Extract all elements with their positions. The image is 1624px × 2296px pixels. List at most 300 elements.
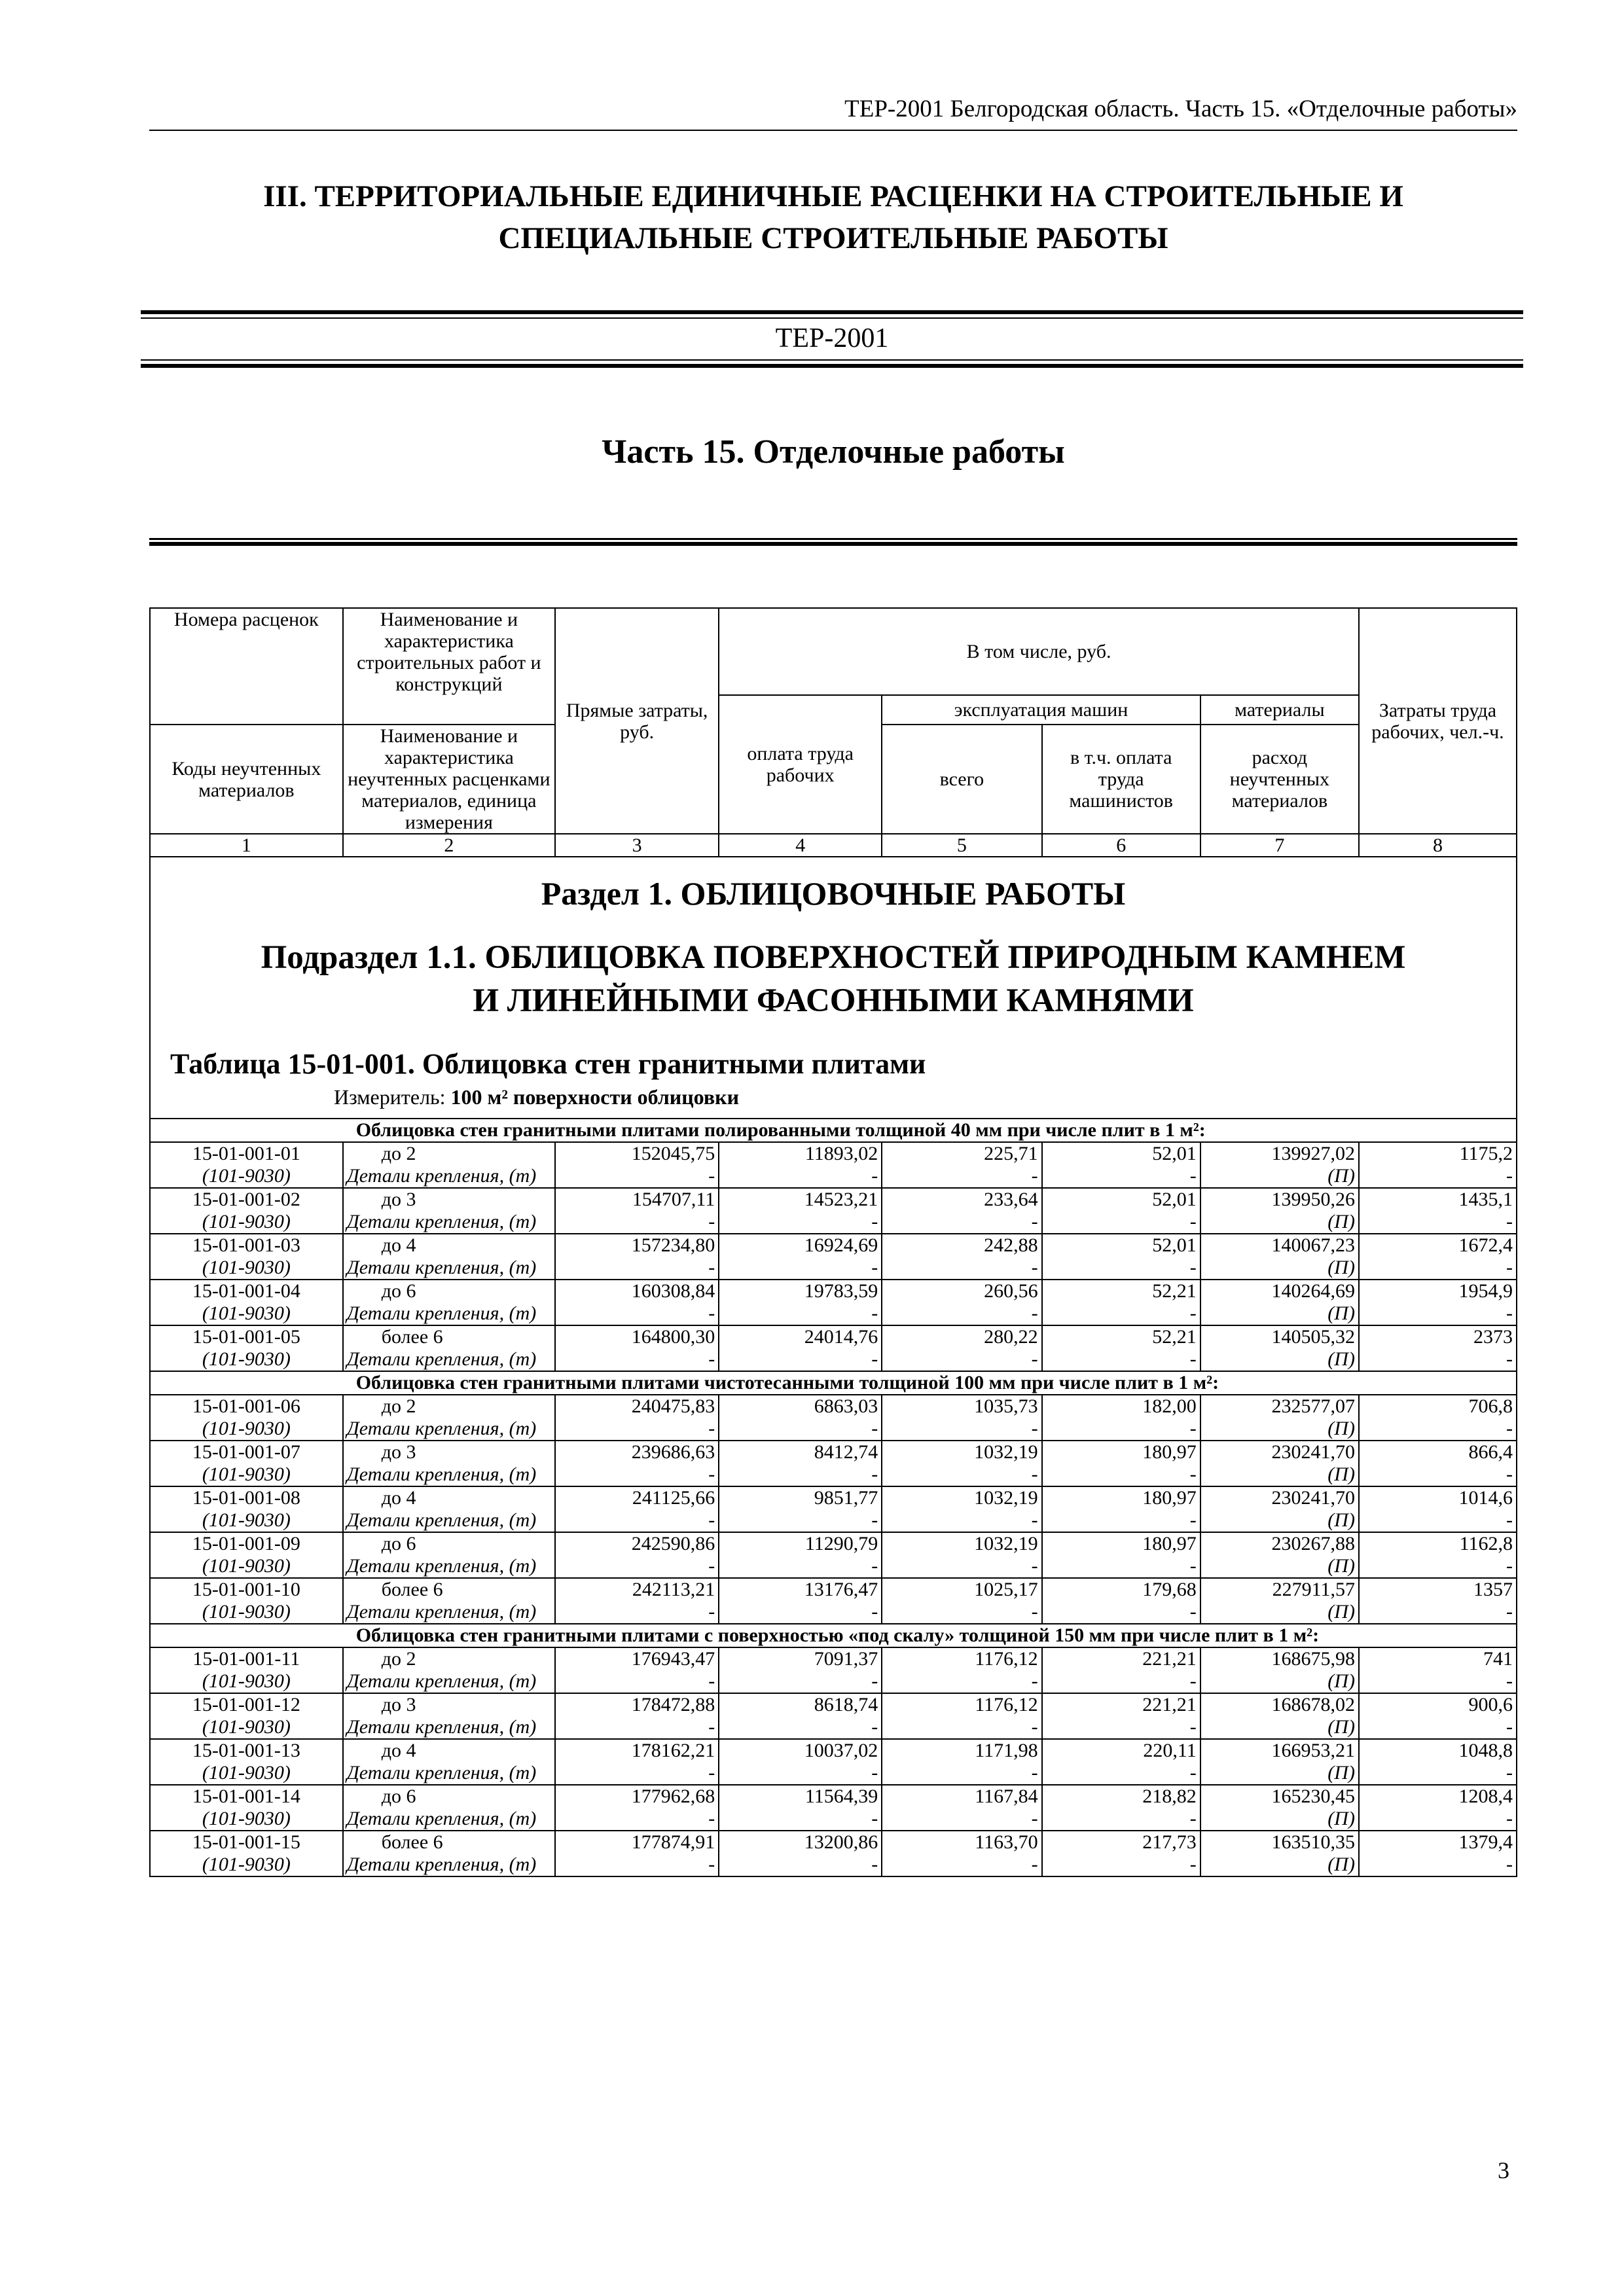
rate-value-c7: 140067,23 xyxy=(1200,1234,1359,1257)
material-name: Детали крепления, (т) xyxy=(343,1762,555,1785)
rate-value-c7: 168675,98 xyxy=(1200,1647,1359,1670)
rate-value-c5: 1032,19 xyxy=(882,1532,1041,1555)
rate-value-c3: 176943,47 xyxy=(555,1647,719,1670)
material-class: (П) xyxy=(1200,1165,1359,1188)
rate-value-c8: 741 xyxy=(1359,1647,1517,1670)
column-number: 2 xyxy=(343,834,555,857)
rate-value-c5: 1171,98 xyxy=(882,1739,1041,1762)
material-dash: - xyxy=(719,1509,882,1532)
material-dash: - xyxy=(555,1463,719,1486)
rate-value-c7: 139927,02 xyxy=(1200,1142,1359,1165)
material-dash: - xyxy=(1359,1348,1517,1371)
material-dash: - xyxy=(1359,1509,1517,1532)
rate-code: 15-01-001-10 xyxy=(150,1578,343,1601)
rate-value-c6: 182,00 xyxy=(1042,1395,1200,1418)
rate-value-c3: 164800,30 xyxy=(555,1325,719,1348)
material-code: (101-9030) xyxy=(150,1302,343,1325)
rate-value-c8: 1208,4 xyxy=(1359,1785,1517,1808)
rate-value-c5: 1176,12 xyxy=(882,1693,1041,1716)
material-dash: - xyxy=(882,1762,1041,1785)
rate-row xyxy=(150,1395,1517,1418)
rate-code: 15-01-001-03 xyxy=(150,1234,343,1257)
rate-name: более 6 xyxy=(343,1578,555,1601)
subsection-title xyxy=(151,936,1516,1022)
rate-row xyxy=(150,1739,1517,1762)
group-row xyxy=(150,1624,1517,1647)
material-code: (101-9030) xyxy=(150,1716,343,1739)
rate-row xyxy=(150,1578,1517,1601)
rate-row xyxy=(150,1831,1517,1854)
measurement-label: Измеритель: xyxy=(334,1085,446,1109)
rate-value-c6: 52,01 xyxy=(1042,1188,1200,1211)
material-dash: - xyxy=(719,1257,882,1280)
rate-name: более 6 xyxy=(343,1831,555,1854)
rate-value-c8: 1357 xyxy=(1359,1578,1517,1601)
material-dash: - xyxy=(1359,1808,1517,1831)
header-col2-spacer xyxy=(343,695,555,725)
rate-code: 15-01-001-05 xyxy=(150,1325,343,1348)
header-col5: всего xyxy=(882,725,1041,834)
header-col8: Затраты труда рабочих, чел.-ч. xyxy=(1359,608,1517,834)
material-code: (101-9030) xyxy=(150,1555,343,1578)
material-dash: - xyxy=(719,1348,882,1371)
rate-value-c4: 24014,76 xyxy=(719,1325,882,1348)
header-including: В том числе, руб. xyxy=(719,608,1359,695)
rate-code: 15-01-001-01 xyxy=(150,1142,343,1165)
material-row xyxy=(150,1762,1517,1785)
running-header: ТЕР-2001 Белгородская область. Часть 15. «Отделочные работы» xyxy=(844,96,1517,122)
rate-row xyxy=(150,1441,1517,1463)
material-name: Детали крепления, (т) xyxy=(343,1348,555,1371)
part-rule xyxy=(149,538,1517,545)
section-title: Раздел 1. ОБЛИЦОВОЧНЫЕ РАБОТЫ xyxy=(541,875,1126,912)
material-dash: - xyxy=(1042,1601,1200,1624)
rate-value-c5: 225,71 xyxy=(882,1142,1041,1165)
material-dash: - xyxy=(555,1418,719,1441)
rate-value-c4: 16924,69 xyxy=(719,1234,882,1257)
rate-code: 15-01-001-04 xyxy=(150,1280,343,1302)
header-materials: материалы xyxy=(1200,695,1359,725)
material-row xyxy=(150,1509,1517,1532)
material-code: (101-9030) xyxy=(150,1348,343,1371)
rate-name: до 3 xyxy=(343,1693,555,1716)
rate-code: 15-01-001-15 xyxy=(150,1831,343,1854)
rate-code: 15-01-001-02 xyxy=(150,1188,343,1211)
rate-code: 15-01-001-07 xyxy=(150,1441,343,1463)
material-name: Детали крепления, (т) xyxy=(343,1165,555,1188)
material-code: (101-9030) xyxy=(150,1418,343,1441)
rate-value-c6: 52,01 xyxy=(1042,1234,1200,1257)
material-dash: - xyxy=(1042,1509,1200,1532)
material-dash: - xyxy=(882,1854,1041,1876)
material-name: Детали крепления, (т) xyxy=(343,1555,555,1578)
rate-value-c7: 230267,88 xyxy=(1200,1532,1359,1555)
rate-value-c3: 178162,21 xyxy=(555,1739,719,1762)
material-row xyxy=(150,1257,1517,1280)
material-dash: - xyxy=(555,1302,719,1325)
rate-value-c3: 177962,68 xyxy=(555,1785,719,1808)
material-dash: - xyxy=(555,1257,719,1280)
material-code: (101-9030) xyxy=(150,1165,343,1188)
rate-value-c8: 2373 xyxy=(1359,1325,1517,1348)
material-dash: - xyxy=(1359,1211,1517,1234)
ter-label: ТЕР-2001 xyxy=(775,323,889,353)
material-dash: - xyxy=(882,1211,1041,1234)
header-col1-bottom: Коды неучтенных материалов xyxy=(150,725,343,834)
material-dash: - xyxy=(1359,1601,1517,1624)
column-number: 1 xyxy=(150,834,343,857)
material-name: Детали крепления, (т) xyxy=(343,1302,555,1325)
material-dash: - xyxy=(719,1762,882,1785)
material-row xyxy=(150,1601,1517,1624)
rate-name: до 6 xyxy=(343,1280,555,1302)
rate-value-c3: 154707,11 xyxy=(555,1188,719,1211)
material-dash: - xyxy=(1359,1716,1517,1739)
material-dash: - xyxy=(555,1509,719,1532)
rate-value-c5: 1167,84 xyxy=(882,1785,1041,1808)
material-dash: - xyxy=(882,1808,1041,1831)
material-code: (101-9030) xyxy=(150,1211,343,1234)
material-row xyxy=(150,1808,1517,1831)
material-dash: - xyxy=(882,1601,1041,1624)
material-dash: - xyxy=(1042,1762,1200,1785)
material-dash: - xyxy=(719,1555,882,1578)
material-class: (П) xyxy=(1200,1854,1359,1876)
group-spacer xyxy=(150,1119,343,1142)
material-dash: - xyxy=(1359,1762,1517,1785)
rate-value-c8: 1048,8 xyxy=(1359,1739,1517,1762)
column-number: 3 xyxy=(555,834,719,857)
rate-value-c4: 10037,02 xyxy=(719,1739,882,1762)
material-dash: - xyxy=(1359,1854,1517,1876)
header-col3: Прямые затраты, руб. xyxy=(555,608,719,834)
material-code: (101-9030) xyxy=(150,1463,343,1486)
header-col1-spacer xyxy=(150,695,343,725)
rate-value-c6: 180,97 xyxy=(1042,1441,1200,1463)
rate-value-c5: 1163,70 xyxy=(882,1831,1041,1854)
column-number: 7 xyxy=(1200,834,1359,857)
rate-value-c8: 866,4 xyxy=(1359,1441,1517,1463)
rate-value-c8: 1672,4 xyxy=(1359,1234,1517,1257)
material-class: (П) xyxy=(1200,1670,1359,1693)
material-dash: - xyxy=(719,1601,882,1624)
material-class: (П) xyxy=(1200,1509,1359,1532)
rate-value-c7: 230241,70 xyxy=(1200,1441,1359,1463)
material-dash: - xyxy=(1042,1257,1200,1280)
column-number: 8 xyxy=(1359,834,1517,857)
rate-row xyxy=(150,1280,1517,1302)
rate-value-c8: 706,8 xyxy=(1359,1395,1517,1418)
rate-name: более 6 xyxy=(343,1325,555,1348)
material-dash: - xyxy=(1042,1854,1200,1876)
material-dash: - xyxy=(882,1463,1041,1486)
material-code: (101-9030) xyxy=(150,1762,343,1785)
material-class: (П) xyxy=(1200,1762,1359,1785)
rate-value-c5: 1176,12 xyxy=(882,1647,1041,1670)
rate-name: до 6 xyxy=(343,1532,555,1555)
rate-value-c7: 230241,70 xyxy=(1200,1486,1359,1509)
material-dash: - xyxy=(719,1463,882,1486)
rate-value-c8: 1435,1 xyxy=(1359,1188,1517,1211)
rate-value-c4: 8412,74 xyxy=(719,1441,882,1463)
rate-value-c6: 221,21 xyxy=(1042,1693,1200,1716)
rate-value-c4: 11893,02 xyxy=(719,1142,882,1165)
rate-value-c3: 242590,86 xyxy=(555,1532,719,1555)
part-title: Часть 15. Отделочные работы xyxy=(602,433,1065,471)
rate-value-c3: 160308,84 xyxy=(555,1280,719,1302)
rate-code: 15-01-001-12 xyxy=(150,1693,343,1716)
rate-code: 15-01-001-09 xyxy=(150,1532,343,1555)
material-class: (П) xyxy=(1200,1463,1359,1486)
material-name: Детали крепления, (т) xyxy=(343,1211,555,1234)
rate-code: 15-01-001-13 xyxy=(150,1739,343,1762)
rate-value-c5: 260,56 xyxy=(882,1280,1041,1302)
header-machines: эксплуатация машин xyxy=(882,695,1200,725)
group-spacer xyxy=(150,1371,343,1395)
material-dash: - xyxy=(882,1555,1041,1578)
rate-value-c7: 166953,21 xyxy=(1200,1739,1359,1762)
material-name: Детали крепления, (т) xyxy=(343,1716,555,1739)
rate-value-c5: 1025,17 xyxy=(882,1578,1041,1601)
rate-value-c8: 1014,6 xyxy=(1359,1486,1517,1509)
material-name: Детали крепления, (т) xyxy=(343,1854,555,1876)
material-dash: - xyxy=(555,1601,719,1624)
rate-value-c4: 11564,39 xyxy=(719,1785,882,1808)
material-row xyxy=(150,1854,1517,1876)
measurement-value: 100 м² поверхности облицовки xyxy=(450,1085,740,1109)
rate-name: до 4 xyxy=(343,1739,555,1762)
material-code: (101-9030) xyxy=(150,1257,343,1280)
rate-value-c4: 13200,86 xyxy=(719,1831,882,1854)
material-class: (П) xyxy=(1200,1808,1359,1831)
material-dash: - xyxy=(719,1211,882,1234)
rate-value-c3: 152045,75 xyxy=(555,1142,719,1165)
material-name: Детали крепления, (т) xyxy=(343,1463,555,1486)
ter-rule-top xyxy=(141,317,1523,319)
rate-value-c5: 1032,19 xyxy=(882,1486,1041,1509)
material-dash: - xyxy=(555,1348,719,1371)
section-heading-block xyxy=(150,857,1517,1119)
ter-banner xyxy=(141,310,1523,368)
material-dash: - xyxy=(1359,1418,1517,1441)
column-number: 6 xyxy=(1042,834,1200,857)
rate-value-c4: 7091,37 xyxy=(719,1647,882,1670)
group-title: Облицовка стен гранитными плитами чистотесанными толщиной 100 мм при числе плит в 1 м²: xyxy=(343,1371,1517,1395)
rate-value-c6: 220,11 xyxy=(1042,1739,1200,1762)
group-row xyxy=(150,1371,1517,1395)
material-class: (П) xyxy=(1200,1348,1359,1371)
rate-value-c4: 14523,21 xyxy=(719,1188,882,1211)
rate-value-c3: 242113,21 xyxy=(555,1578,719,1601)
rate-code: 15-01-001-14 xyxy=(150,1785,343,1808)
table-title: Таблица 15-01-001. Облицовка стен гранитными плитами xyxy=(170,1048,926,1080)
material-row xyxy=(150,1211,1517,1234)
material-name: Детали крепления, (т) xyxy=(343,1601,555,1624)
material-dash: - xyxy=(1042,1463,1200,1486)
rate-value-c3: 178472,88 xyxy=(555,1693,719,1716)
material-class: (П) xyxy=(1200,1302,1359,1325)
rate-name: до 2 xyxy=(343,1395,555,1418)
material-name: Детали крепления, (т) xyxy=(343,1808,555,1831)
rate-row xyxy=(150,1486,1517,1509)
material-dash: - xyxy=(1042,1418,1200,1441)
rates-table xyxy=(149,607,1517,1877)
rate-value-c6: 52,21 xyxy=(1042,1280,1200,1302)
rate-value-c8: 1379,4 xyxy=(1359,1831,1517,1854)
rate-value-c6: 180,97 xyxy=(1042,1486,1200,1509)
material-dash: - xyxy=(1359,1555,1517,1578)
measurement-unit xyxy=(334,1084,1516,1110)
header-col2-top: Наименование и характеристика строительных работ и конструкций xyxy=(343,608,555,695)
material-name: Детали крепления, (т) xyxy=(343,1670,555,1693)
material-dash: - xyxy=(719,1854,882,1876)
ter-rule-bottom xyxy=(141,359,1523,361)
material-dash: - xyxy=(555,1555,719,1578)
material-class: (П) xyxy=(1200,1257,1359,1280)
material-row xyxy=(150,1716,1517,1739)
rate-value-c8: 900,6 xyxy=(1359,1693,1517,1716)
material-dash: - xyxy=(1042,1808,1200,1831)
material-code: (101-9030) xyxy=(150,1670,343,1693)
material-dash: - xyxy=(882,1716,1041,1739)
rate-row xyxy=(150,1785,1517,1808)
material-dash: - xyxy=(555,1716,719,1739)
rate-code: 15-01-001-11 xyxy=(150,1647,343,1670)
rate-code: 15-01-001-06 xyxy=(150,1395,343,1418)
subsection-title-line2: И ЛИНЕЙНЫМИ ФАСОННЫМИ КАМНЯМИ xyxy=(473,982,1194,1019)
material-class: (П) xyxy=(1200,1716,1359,1739)
rate-value-c4: 13176,47 xyxy=(719,1578,882,1601)
material-dash: - xyxy=(555,1808,719,1831)
material-dash: - xyxy=(882,1348,1041,1371)
material-class: (П) xyxy=(1200,1555,1359,1578)
rate-name: до 3 xyxy=(343,1441,555,1463)
material-dash: - xyxy=(555,1854,719,1876)
header-col1-top: Номера расценок xyxy=(150,608,343,695)
group-title: Облицовка стен гранитными плитами с поверхностью «под скалу» толщиной 150 мм при числе плит в 1 м²: xyxy=(343,1624,1517,1647)
material-row xyxy=(150,1670,1517,1693)
material-dash: - xyxy=(1359,1463,1517,1486)
material-class: (П) xyxy=(1200,1601,1359,1624)
rate-value-c4: 19783,59 xyxy=(719,1280,882,1302)
rate-row xyxy=(150,1693,1517,1716)
material-row xyxy=(150,1555,1517,1578)
document-title-line1: III. ТЕРРИТОРИАЛЬНЫЕ ЕДИНИЧНЫЕ РАСЦЕНКИ НА СТРОИТЕЛЬНЫЕ И xyxy=(263,179,1403,213)
material-dash: - xyxy=(882,1418,1041,1441)
rate-value-c3: 241125,66 xyxy=(555,1486,719,1509)
rate-value-c3: 157234,80 xyxy=(555,1234,719,1257)
header-col6: в т.ч. оплата труда машинистов xyxy=(1042,725,1200,834)
material-dash: - xyxy=(555,1670,719,1693)
material-dash: - xyxy=(1359,1165,1517,1188)
material-code: (101-9030) xyxy=(150,1509,343,1532)
rate-value-c7: 139950,26 xyxy=(1200,1188,1359,1211)
rate-value-c7: 163510,35 xyxy=(1200,1831,1359,1854)
header-col7: расход неучтенных материалов xyxy=(1200,725,1359,834)
material-class: (П) xyxy=(1200,1418,1359,1441)
subsection-title-line1: Подраздел 1.1. ОБЛИЦОВКА ПОВЕРХНОСТЕЙ ПРИРОДНЫМ КАМНЕМ xyxy=(261,939,1406,976)
rate-value-c8: 1162,8 xyxy=(1359,1532,1517,1555)
rate-value-c7: 227911,57 xyxy=(1200,1578,1359,1601)
rate-value-c6: 221,21 xyxy=(1042,1647,1200,1670)
document-title xyxy=(149,175,1517,259)
material-dash: - xyxy=(1359,1302,1517,1325)
rate-row xyxy=(150,1647,1517,1670)
material-dash: - xyxy=(1359,1257,1517,1280)
rate-value-c5: 242,88 xyxy=(882,1234,1041,1257)
rate-name: до 2 xyxy=(343,1647,555,1670)
rate-value-c6: 180,97 xyxy=(1042,1532,1200,1555)
rate-row xyxy=(150,1532,1517,1555)
rate-value-c4: 11290,79 xyxy=(719,1532,882,1555)
rate-value-c4: 6863,03 xyxy=(719,1395,882,1418)
rate-name: до 6 xyxy=(343,1785,555,1808)
material-name: Детали крепления, (т) xyxy=(343,1257,555,1280)
material-row xyxy=(150,1165,1517,1188)
material-dash: - xyxy=(719,1165,882,1188)
material-dash: - xyxy=(1042,1555,1200,1578)
material-code: (101-9030) xyxy=(150,1808,343,1831)
rate-value-c7: 140264,69 xyxy=(1200,1280,1359,1302)
rate-value-c7: 168678,02 xyxy=(1200,1693,1359,1716)
header-col4: оплата труда рабочих xyxy=(719,695,882,834)
material-dash: - xyxy=(719,1808,882,1831)
material-dash: - xyxy=(882,1165,1041,1188)
material-class: (П) xyxy=(1200,1211,1359,1234)
material-dash: - xyxy=(1042,1348,1200,1371)
material-name: Детали крепления, (т) xyxy=(343,1418,555,1441)
rate-row xyxy=(150,1142,1517,1165)
material-dash: - xyxy=(719,1302,882,1325)
rate-value-c7: 232577,07 xyxy=(1200,1395,1359,1418)
group-title: Облицовка стен гранитными плитами полированными толщиной 40 мм при числе плит в 1 м²: xyxy=(343,1119,1517,1142)
material-dash: - xyxy=(882,1302,1041,1325)
rate-value-c7: 165230,45 xyxy=(1200,1785,1359,1808)
rate-name: до 4 xyxy=(343,1234,555,1257)
rate-value-c7: 140505,32 xyxy=(1200,1325,1359,1348)
rate-name: до 3 xyxy=(343,1188,555,1211)
rate-value-c6: 52,21 xyxy=(1042,1325,1200,1348)
column-number: 5 xyxy=(882,834,1041,857)
rate-value-c5: 233,64 xyxy=(882,1188,1041,1211)
material-dash: - xyxy=(555,1211,719,1234)
material-code: (101-9030) xyxy=(150,1601,343,1624)
group-row xyxy=(150,1119,1517,1142)
material-dash: - xyxy=(555,1762,719,1785)
material-row xyxy=(150,1463,1517,1486)
rate-value-c8: 1175,2 xyxy=(1359,1142,1517,1165)
rate-value-c4: 9851,77 xyxy=(719,1486,882,1509)
rate-value-c5: 1035,73 xyxy=(882,1395,1041,1418)
material-dash: - xyxy=(719,1670,882,1693)
rate-value-c6: 52,01 xyxy=(1042,1142,1200,1165)
rate-value-c5: 280,22 xyxy=(882,1325,1041,1348)
rate-value-c5: 1032,19 xyxy=(882,1441,1041,1463)
material-dash: - xyxy=(555,1165,719,1188)
rate-code: 15-01-001-08 xyxy=(150,1486,343,1509)
header-col2-bottom: Наименование и характеристика неучтенных расценками материалов, единица измерения xyxy=(343,725,555,834)
rate-value-c3: 239686,63 xyxy=(555,1441,719,1463)
material-dash: - xyxy=(1042,1716,1200,1739)
rate-value-c8: 1954,9 xyxy=(1359,1280,1517,1302)
material-dash: - xyxy=(1359,1670,1517,1693)
material-dash: - xyxy=(1042,1670,1200,1693)
rate-value-c3: 177874,91 xyxy=(555,1831,719,1854)
page-number: 3 xyxy=(1498,2157,1509,2183)
document-title-line2: СПЕЦИАЛЬНЫЕ СТРОИТЕЛЬНЫЕ РАБОТЫ xyxy=(498,221,1168,255)
material-dash: - xyxy=(1042,1211,1200,1234)
material-dash: - xyxy=(719,1418,882,1441)
